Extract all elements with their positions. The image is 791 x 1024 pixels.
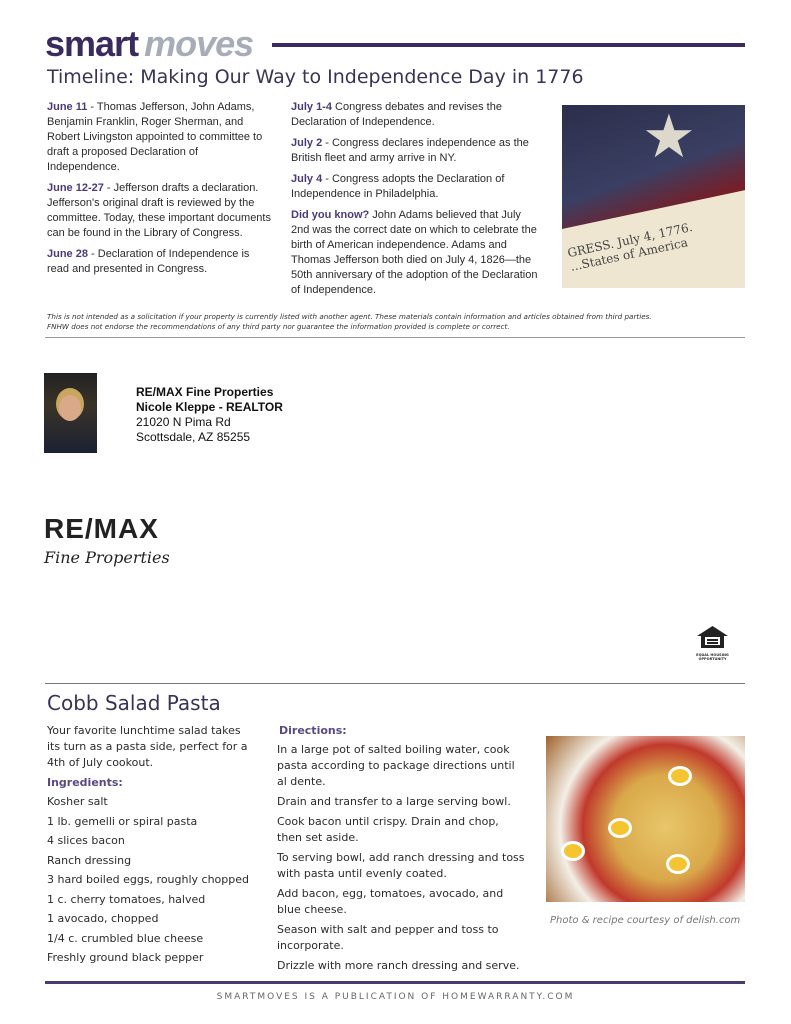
ingredient-item: 1/4 c. crumbled blue cheese (47, 931, 204, 945)
declaration-flag-image (562, 105, 745, 288)
photo-caption: Photo & recipe courtesy of delish.com (550, 915, 741, 926)
agent-photo (44, 373, 97, 453)
ingredient-item: Kosher salt (47, 795, 108, 808)
timeline-entry: July 4 - Congress adopts the Declaration of Independence in Philadelphia. (291, 173, 505, 200)
recipe-ingredients-column (47, 723, 257, 968)
footer: SMARTMOVES IS A PUBLICATION OF HOMEWARRANTY.COM (216, 992, 575, 1002)
recipe-intro: Your favorite lunchtime salad takes its turn as a pasta side, perfect for a 4th of July cookout. (47, 724, 248, 769)
disclaimer: This is not intended as a solicitation if your property is currently listed with another agent. These materials contain information and articles obtained from third parties. FNHW does not endorse the recommendations of any third party nor guarantee the information provided is complete or correct. (47, 312, 652, 331)
direction-step: Season with salt and pepper and toss to incorporate. (277, 923, 499, 952)
timeline-entry: June 28 - Declaration of Independence is read and presented in Congress. (47, 248, 250, 275)
timeline-entry: July 1-4 Congress debates and revises the Declaration of Independence. (291, 101, 502, 128)
cobb-salad-photo (546, 736, 745, 902)
header-rule (272, 43, 745, 47)
direction-step: Add bacon, egg, tomatoes, avocado, and blue cheese. (277, 887, 504, 916)
ingredient-item: 4 slices bacon (47, 834, 125, 847)
smartmoves-logo: smart moves (45, 23, 254, 64)
timeline-column-2 (291, 100, 541, 304)
direction-step: Cook bacon until crispy. Drain and chop, then set aside. (277, 815, 499, 844)
ingredient-item: Freshly ground black pepper (47, 951, 204, 964)
direction-step: Drizzle with more ranch dressing and serve. (277, 959, 520, 972)
did-you-know: Did you know? John Adams believed that July 2nd was the correct date on which to celebrate the birth of American independence. Adams and Thomas Jefferson both died on July 4, 1826—the 50th anniversary of the adoption of the Declaration of Independence. (291, 209, 538, 296)
divider (45, 683, 745, 684)
divider (45, 337, 745, 338)
timeline-entry: June 11 - Thomas Jefferson, John Adams, Benjamin Franklin, Roger Sherman, and Robert Livingston appointed to committee to draft a proposed Declaration of Independence. (47, 101, 263, 173)
agent-info: RE/MAX Fine Properties Nicole Kleppe - REALTOR 21020 N Pima Rd Scottsdale, AZ 85255 (136, 385, 283, 444)
timeline-entry: June 12-27 - Jefferson drafts a declaration. Jefferson's original draft is reviewed by the committee. Today, these important documents can be found in the Library of Congress. (47, 182, 271, 239)
directions-label: Directions: (279, 724, 347, 737)
ingredient-item: 1 lb. gemelli or spiral pasta (47, 814, 198, 828)
ingredients-list (47, 792, 257, 968)
footer-rule (45, 981, 745, 984)
equal-housing-icon: EQUAL HOUSING OPPORTUNITY (695, 625, 730, 661)
direction-step: To serving bowl, add ranch dressing and toss with pasta until evenly coated. (277, 851, 525, 880)
ingredient-item: 3 hard boiled eggs, roughly chopped (47, 873, 250, 886)
timeline-entry: July 2 - Congress declares independence as the British fleet and army arrive in NY. (291, 137, 529, 164)
ingredients-label: Ingredients: (47, 776, 123, 789)
fine-properties-logo: Fine Properties (44, 548, 170, 567)
recipe-title: Cobb Salad Pasta (47, 691, 221, 715)
directions-list (277, 742, 527, 974)
direction-step: Drain and transfer to a large serving bowl. (277, 795, 511, 808)
direction-step: In a large pot of salted boiling water, cook pasta according to package directions until al dente. (277, 743, 515, 788)
ingredient-item: 1 avocado, chopped (47, 912, 159, 925)
star-icon: ★ (642, 105, 696, 172)
ingredient-item: 1 c. cherry tomatoes, halved (47, 892, 206, 906)
timeline-column-1 (47, 100, 272, 283)
declaration-document: GRESS. July 4, 1776. ...States of America (562, 187, 745, 288)
remax-logo: RE/MAX (44, 513, 159, 544)
ingredient-item: Ranch dressing (47, 853, 132, 867)
recipe-directions-column (277, 723, 527, 978)
page-title: Timeline: Making Our Way to Independence Day in 1776 (47, 66, 584, 88)
